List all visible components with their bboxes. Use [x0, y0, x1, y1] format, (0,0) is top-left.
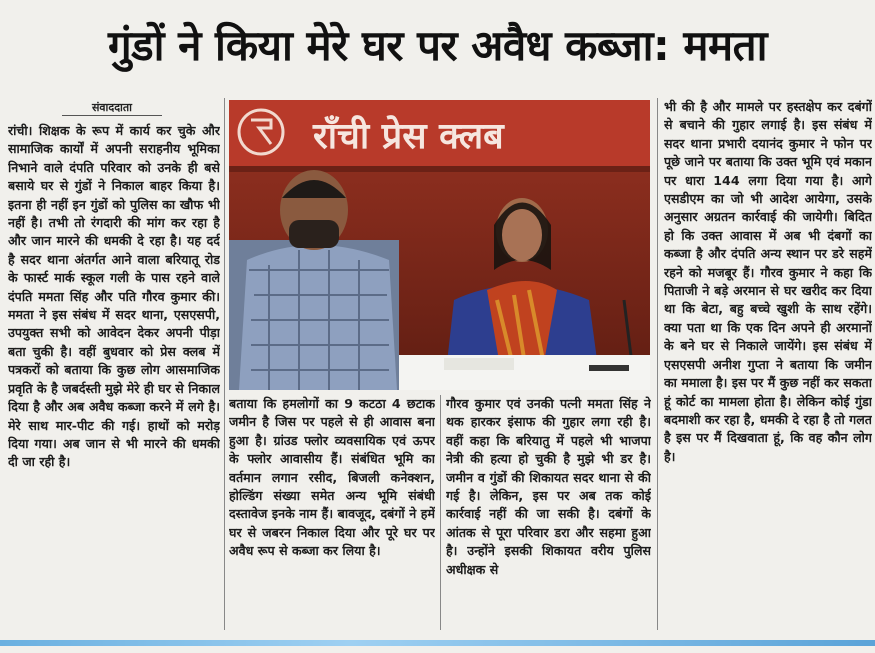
column-4-text: भी की है और मामले पर हस्तक्षेप कर दबंगों से बचाने की गुहार लगाई है। इस संबंध में सदर थाना प्रभारी दयानंद कुमार ने फोन पर पूछे जाने पर बताया कि उक्त भूमि एवं मकान पर धारा 144 लगा दिया गया है। आगे एसडीएम का जो भी आदेश आयेगा, उसके अनुसार अग्रतन कार्रवाई की जायेगी। बिदित हो कि उक्त आवास में अब भी दंबगों का कब्जा है और दंपति अन्य स्थान पर डरे सहमें रहने को मजबूर हैं। गौरव कुमार ने कहा कि पिताजी ने बड़े अरमान से घर खरीद कर दिया था कि बेटा, बहु बच्चे खुशी के साथ रहेंगे। क्या पता था कि एक दिन अपने ही अरमानों के बने घर से निकाले जायेंगे। इस संबंध में एसएसपी अनीश गुप्ता ने बताया कि जमीन का ममाला है। इस पर मैं कुछ नहीं कर सकता हूं कोर्ट का मामला होता है। लेकिन कोई गुंडा बदमाशी कर रहा है, धमकी दे रहा है तो गलत है इस पर मैं दिखवाता हूं, कि वह कौन लोग है।: [664, 99, 872, 464]
photo-illustration: [229, 100, 650, 390]
byline: संवाददाता: [62, 100, 162, 116]
column-3-text: गौरव कुमार एवं उनकी पत्नी ममता सिंह ने थक हारकर इंसाफ की गुहार लगा रही है। वहीं कहा कि बरियातु में पहले भी भाजपा नेत्री की हत्या हो चुकी है मुझे भी डर है। जमीन व गुंडों की शिकायत सदर थाना से की गई है। लेकिन, इस पर अब तक कोई कार्रवाई नहीं की जा सकी है। दबंगों के आंतक से पूरा परिवार डरा और सहमा हुआ है। उन्होंने इसकी शिकायत वरीय पुलिस अधीक्षक से: [446, 396, 651, 577]
article-column-4: [664, 98, 872, 630]
banner-text: राँची प्रेस क्लब: [313, 116, 504, 157]
article-column-1: [8, 122, 220, 630]
page-bottom-bar: [0, 640, 875, 646]
headline: गुंडों ने किया मेरे घर पर अवैध कब्जा: ममता: [108, 20, 767, 70]
column-divider: [224, 98, 225, 630]
column-2-text: बताया कि हमलोगों का 9 कटठा 4 छटाक जमीन है जिस पर पहले से ही आवास बना हुआ है। ग्रांउड फ्लोर व्यवसायिक एवं ऊपर के फ्लोर आवासीय हैं। संबंधित भूमि का वर्तमान लगान रसीद, बिजली कनेक्शन, होल्डिंग संख्या समेत अन्य भूमि संबंधी दस्तावेज इनके नाम हैं। बावजूद, दबंगों ने हमें घर से जबरन निकाल दिया और पूरे घर पर अवैध रूप से कब्जा कर लिया है।: [229, 396, 435, 559]
column-divider: [440, 395, 441, 630]
column-1-text: रांची। शिक्षक के रूप में कार्य कर चुके और सामाजिक कार्यों में अपनी सराहनीय भूमिका निभाने वाले दंपति परिवार को उनके ही बसे बसाये घर से गुंडों ने निकाल बाहर किया है। इतना ही नहीं इन गुंडों को पुलिस का खौफ भी नहीं है। तभी तो रंगदारी की मांग कर रहा है और जान मारने की धमकी दे रहा है। यह दर्द है सदर थाना अंतर्गत आने वाला बरियातू रोड के फार्स्ट मार्क स्कूल गली के पास रहने वाले दंपति ममता सिंह और पति गौरव कुमार की। ममता ने इस संबंध में सदर थाना, एसएसपी, उपयुक्त सभी को आवेदन देकर अपनी पीड़ा बता चुकी है। वहीं बुधवार को प्रेस क्लब में पत्रकरों को बताया कि कुछ लोग आसमाजिक प्रवृति के है जबर्दस्ती मुझे मेरे ही घर से निकाल दिया है और अब अवैध कब्जा करने में लगे है। मेरे साथ मार-पीट की गई। हाथों को मरोड़ दिया गया। अब जान से भी मारने की धमकी दी जा रही है।: [8, 123, 220, 470]
article-column-2: [229, 395, 435, 631]
article-column-3: [446, 395, 651, 631]
press-conference-photo: [229, 100, 650, 390]
column-divider: [657, 98, 658, 630]
